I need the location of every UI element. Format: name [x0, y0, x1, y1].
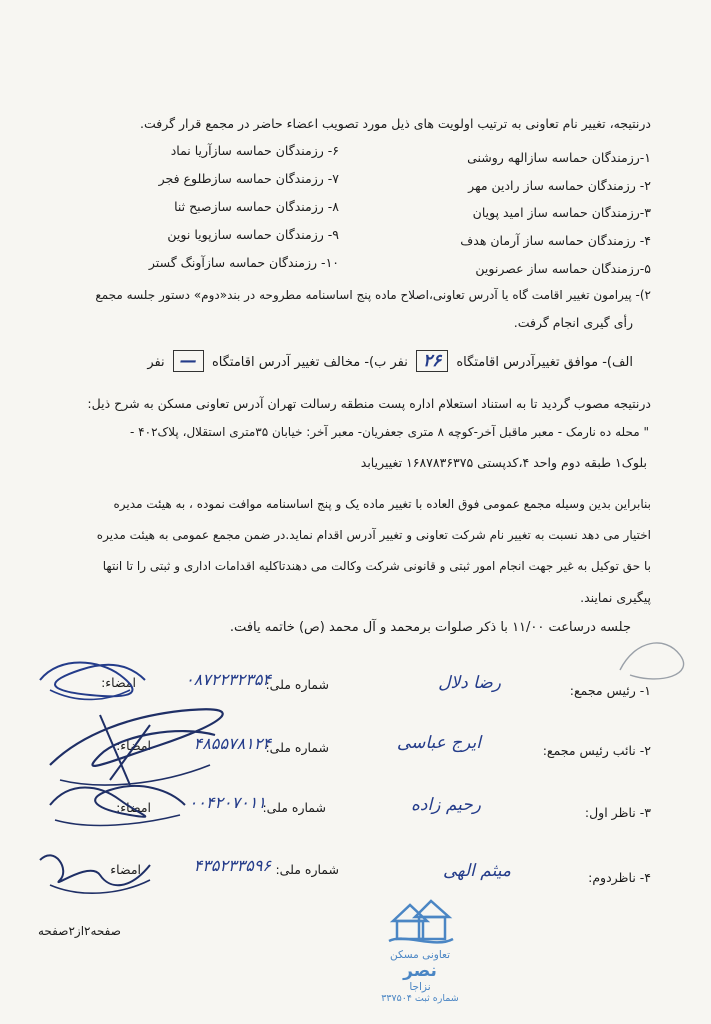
signatory-3-sign-label: امضاء:	[116, 800, 151, 815]
signatory-4-name: میثم الهی	[443, 861, 511, 881]
house-logo-icon	[385, 893, 455, 945]
paragraph-line2: اختیار می دهد نسبت به تغییر نام شرکت تعاونی و تغییر آدرس اقدام نماید.در ضمن مجمع عمومی به هیئت مدیره	[96, 528, 651, 542]
name-option-4: ۴- رزمندگان حماسه ساز آرمان هدف	[460, 233, 651, 248]
stamp-line3: نزاجا	[409, 981, 431, 993]
page-footer: صفحه۲از۲صفحه	[38, 924, 121, 938]
vote-middle: نفر ب)- مخالف تغییر آدرس اقامتگاه	[211, 355, 408, 370]
signatory-4-role: ۴- ناظردوم:	[588, 870, 651, 885]
signatory-1-name: رضا دلال	[438, 673, 501, 693]
signatory-4-sign-label: امضاء	[110, 862, 141, 877]
item2-line2: رأی گیری انجام گرفت.	[513, 315, 633, 330]
oppose-count-box: —	[173, 350, 204, 372]
stamp-line1: تعاونی مسکن	[389, 949, 451, 961]
name-option-2: ۲- رزمندگان حماسه ساز رادین مهر	[468, 178, 651, 193]
name-option-6: ۶- رزمندگان حماسه سازآریا نماد	[170, 143, 339, 158]
signatory-4-id-value: ۴۳۵۲۳۳۵۹۶	[193, 856, 271, 875]
name-option-1: ۱-رزمندگان حماسه سازالهه روشنی	[467, 150, 651, 165]
vote-line	[147, 350, 633, 372]
intro-line: درنتیجه، تغییر نام تعاونی به ترتیب اولویت های ذیل مورد تصویب اعضاء حاضر در مجمع قرار گرفت.	[139, 116, 651, 131]
signatory-1-id-value: ۰۸۷۲۲۳۲۳۵۴	[185, 670, 271, 689]
item2-line1: ۲)- پیرامون تغییر اقامت گاه یا آدرس تعاونی،اصلاح ماده پنج اساسنامه مطروحه در بند«دوم» دستور جلسه مجمع	[95, 288, 651, 302]
address-line1: " محله ده نارمک - معبر ماقبل آخر-کوچه ۸ متری جعفریان- معبر آخر: خیابان ۳۵متری استقلال، پلاک۴۰۲ -	[130, 425, 649, 439]
paragraph-line3: با حق توکیل به غیر جهت انجام امور ثبتی و قانونی شرکت وکالت می دهندتاکلیه اقدامات اداری و ثبتی را تا انتها	[102, 559, 651, 573]
signatory-3-id-value: ۰۰۴۲۰۷۰۱۱	[188, 793, 266, 812]
stamp-line4: شماره ثبت ۳۳۷۵۰۴	[381, 993, 459, 1004]
signatory-2-name: ایرج عباسی	[396, 733, 481, 753]
vote-suffix: نفر	[147, 355, 165, 370]
result-line: درنتیجه مصوب گردید تا به استناد استعلام اداره پست منطقه رسالت تهران آدرس تعاونی مسکن به شرح ذیل:	[87, 396, 651, 411]
name-option-8: ۸- رزمندگان حماسه سازصبح ثنا	[174, 199, 339, 214]
signatory-4-id-label: شماره ملی:	[275, 862, 339, 877]
signatory-1-sign-label: امضاء:	[101, 675, 136, 690]
agree-count-box: ۲۶	[416, 350, 448, 372]
paragraph-line4: پیگیری نمایند.	[580, 590, 651, 605]
name-option-10: ۱۰- رزمندگان حماسه سازآونگ گستر	[148, 255, 339, 270]
address-line2: بلوک۱ طبقه دوم واحد ۴،کدپستی ۱۶۸۷۸۳۶۳۷۵ تغییریابد	[360, 455, 647, 470]
name-option-7: ۷- رزمندگان حماسه سازطلوع فجر	[158, 171, 339, 186]
stamp-line2: نصر	[403, 961, 437, 981]
cooperative-stamp	[372, 893, 468, 1005]
signatory-1-role: ۱- رئیس مجمع:	[569, 683, 651, 698]
signature-3	[40, 770, 190, 835]
signatory-3-role: ۳- ناظر اول:	[584, 805, 651, 820]
signature-4	[30, 840, 160, 900]
signatory-1-id-label: شماره ملی:	[265, 677, 329, 692]
name-option-3: ۳-رزمندگان حماسه ساز امید پویان	[472, 205, 651, 220]
signatory-2-id-value: ۴۸۵۵۷۸۱۲۴	[193, 734, 271, 753]
signatory-3-id-label: شماره ملی:	[262, 800, 326, 815]
closing-line: جلسه درساعت ۱۱/۰۰ با ذکر صلوات برمحمد و آل محمد (ص) خاتمه یافت.	[229, 620, 631, 635]
vote-prefix: الف)- موافق تغییرآدرس اقامتگاه	[456, 355, 633, 370]
signatory-2-sign-label: امضاء:	[116, 738, 151, 753]
faint-signature	[610, 630, 690, 690]
signatory-2-id-label: شماره ملی:	[265, 740, 329, 755]
name-option-9: ۹- رزمندگان حماسه سازپویا نوین	[167, 227, 339, 242]
name-option-5: ۵-رزمندگان حماسه ساز عصرنوین	[475, 261, 651, 276]
signatory-2-role: ۲- نائب رئیس مجمع:	[542, 743, 651, 758]
signatory-3-name: رحیم زاده	[411, 795, 481, 815]
paragraph-line1: بنابراین بدین وسیله مجمع عمومی فوق العاده با تغییر ماده یک و پنج اساسنامه موافت نموده ، به هیئت مدیره	[113, 497, 651, 511]
